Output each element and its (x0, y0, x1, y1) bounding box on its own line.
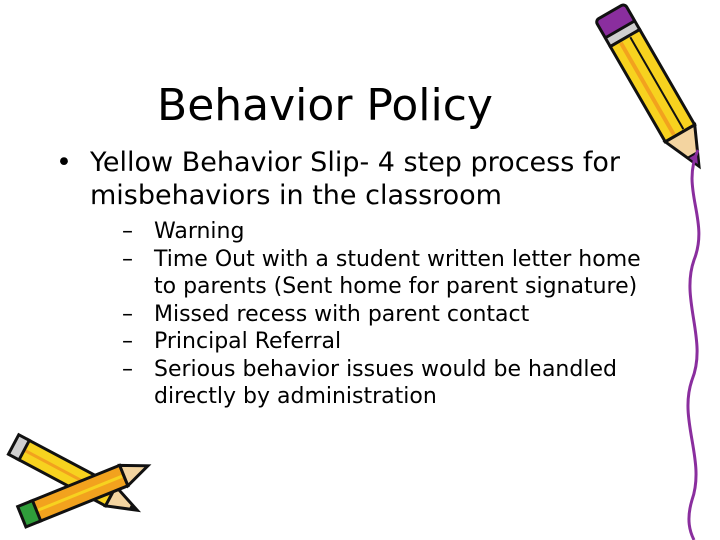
sub-bullet-item (122, 301, 666, 329)
sub-bullet-text: Missed recess with parent contact (154, 301, 530, 327)
pencils-icon (0, 430, 160, 540)
bullet-item (56, 146, 666, 411)
sub-bullet-list (90, 218, 666, 411)
sub-bullet-item (122, 328, 666, 356)
sub-bullet-marker: – (122, 329, 133, 354)
bullet-list (56, 146, 666, 411)
sub-bullet-marker: – (122, 301, 133, 327)
sub-bullet-item (122, 356, 666, 411)
slide-title: Behavior Policy (157, 80, 493, 131)
sub-bullet-item (122, 246, 666, 301)
sub-bullet-marker: – (122, 219, 133, 244)
sub-bullet-text: Serious behavior issues would be handled directly by administration (154, 356, 617, 409)
sub-bullet-marker: – (122, 246, 133, 272)
scribble-line-icon (670, 150, 720, 540)
bullet-marker: • (56, 147, 72, 178)
sub-bullet-text: Time Out with a student written letter home to parents (Sent home for parent signature) (154, 246, 641, 299)
sub-bullet-item (122, 218, 666, 246)
sub-bullet-text: Principal Referral (154, 329, 342, 354)
sub-bullet-text: Warning (154, 219, 245, 244)
sub-bullet-marker: – (122, 356, 133, 382)
bullet-text: Yellow Behavior Slip- 4 step process for misbehaviors in the classroom (90, 147, 620, 211)
